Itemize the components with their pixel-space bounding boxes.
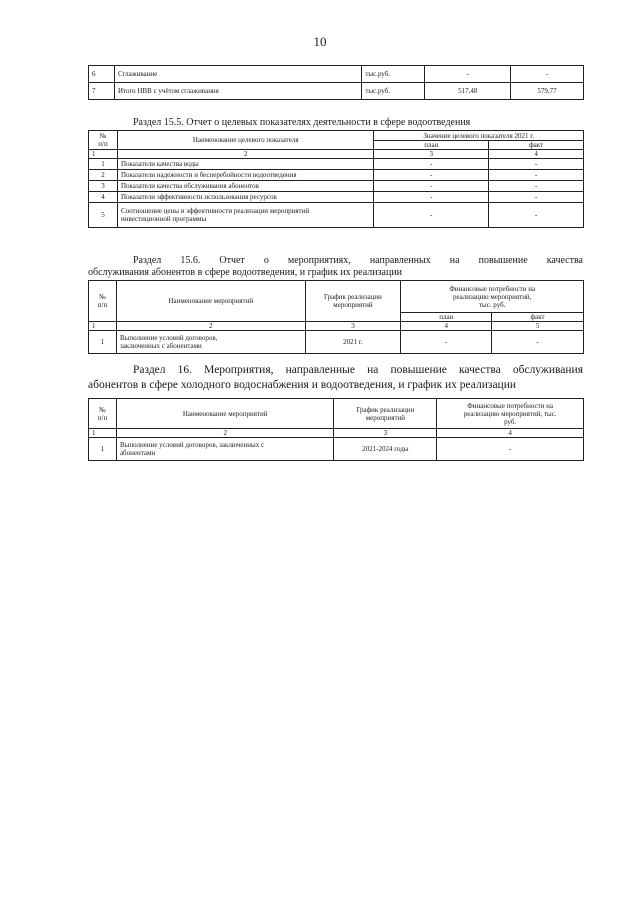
table-row: 3 Показатели качества обслуживания абонентов - - — [89, 181, 584, 192]
header-measure-name: Наименование мероприятий — [116, 399, 334, 429]
header-schedule: График реализации мероприятий — [334, 399, 437, 429]
section-15-5-table — [88, 130, 584, 228]
section-16-title-line-2: абонентов в сфере холодного водоснабжения и водоотведения, и график их реализации — [88, 379, 517, 391]
row-value-1: 517,48 — [425, 83, 511, 100]
header-finance: Финансовые потребности на реализацию мероприятий, тыс. руб. — [401, 281, 584, 313]
table-row — [89, 83, 584, 100]
row-number: 7 — [89, 83, 115, 100]
row-unit: тыс.руб. — [362, 83, 425, 100]
header-number: № п/п — [89, 131, 118, 150]
header-plan: план — [401, 313, 492, 322]
header-finance: Финансовые потребности на реализацию мероприятий, тыс. руб. — [437, 399, 584, 429]
header-indicator-value: Значение целевого показателя 2021 г. — [374, 131, 584, 141]
page-number: 10 — [313, 34, 327, 49]
table-row: 5 Соотношение цены и эффективности реализации мероприятий инвестиционной программы - - — [89, 203, 584, 228]
header-number: № п/п — [89, 399, 117, 429]
table-row: 1 Показатели качества воды - - — [89, 159, 584, 170]
top-table — [88, 65, 584, 100]
row-name: Сглаживание — [114, 66, 361, 83]
header-indicator-name: Наименование целевого показателя — [117, 131, 373, 150]
header-plan: план — [374, 141, 489, 150]
header-schedule: График реализации мероприятий — [305, 281, 401, 322]
index-row: 1 2 3 4 5 — [89, 322, 584, 331]
section-15-6-title-line-2: обслуживания абонентов в сфере водоотведения, и график их реализации — [88, 267, 403, 278]
table-row: 1 Выполнение условий договоров, заключенных с абонентами 2021 г. - - — [89, 331, 584, 354]
row-value-2: - — [511, 66, 584, 83]
row-unit: тыс.руб. — [362, 66, 425, 83]
section-16-title-line-1: Раздел 16. Мероприятия, направленные на повышение качества обслуживания — [133, 364, 583, 376]
header-number: № п/п — [89, 281, 117, 322]
table-row: 4 Показатели эффективности использования ресурсов - - — [89, 192, 584, 203]
header-fact: факт — [489, 141, 584, 150]
table-row — [89, 66, 584, 83]
section-15-6-table — [88, 280, 584, 354]
header-measure-name: Наименование мероприятий — [116, 281, 305, 322]
section-15-6-title-line-1: Раздел 15.6. Отчет о мероприятиях, направленных на повышение качества — [133, 255, 583, 266]
section-15-5-title: Раздел 15.5. Отчет о целевых показателях деятельности в сфере водоотведения — [133, 117, 471, 128]
header-fact: факт — [492, 313, 584, 322]
row-value-1: - — [425, 66, 511, 83]
index-row: 1 2 3 4 — [89, 429, 584, 438]
section-16-table — [88, 398, 584, 461]
row-name: Итого НВВ с учётом сглаживания — [114, 83, 361, 100]
row-number: 6 — [89, 66, 115, 83]
table-row: 2 Показатели надежности и бесперебойности водоотведения - - — [89, 170, 584, 181]
index-row: 1 2 3 4 — [89, 150, 584, 159]
table-row: 1 Выполнение условий договоров, заключенных с абонентами 2021-2024 годы - — [89, 438, 584, 461]
row-value-2: 579,77 — [511, 83, 584, 100]
